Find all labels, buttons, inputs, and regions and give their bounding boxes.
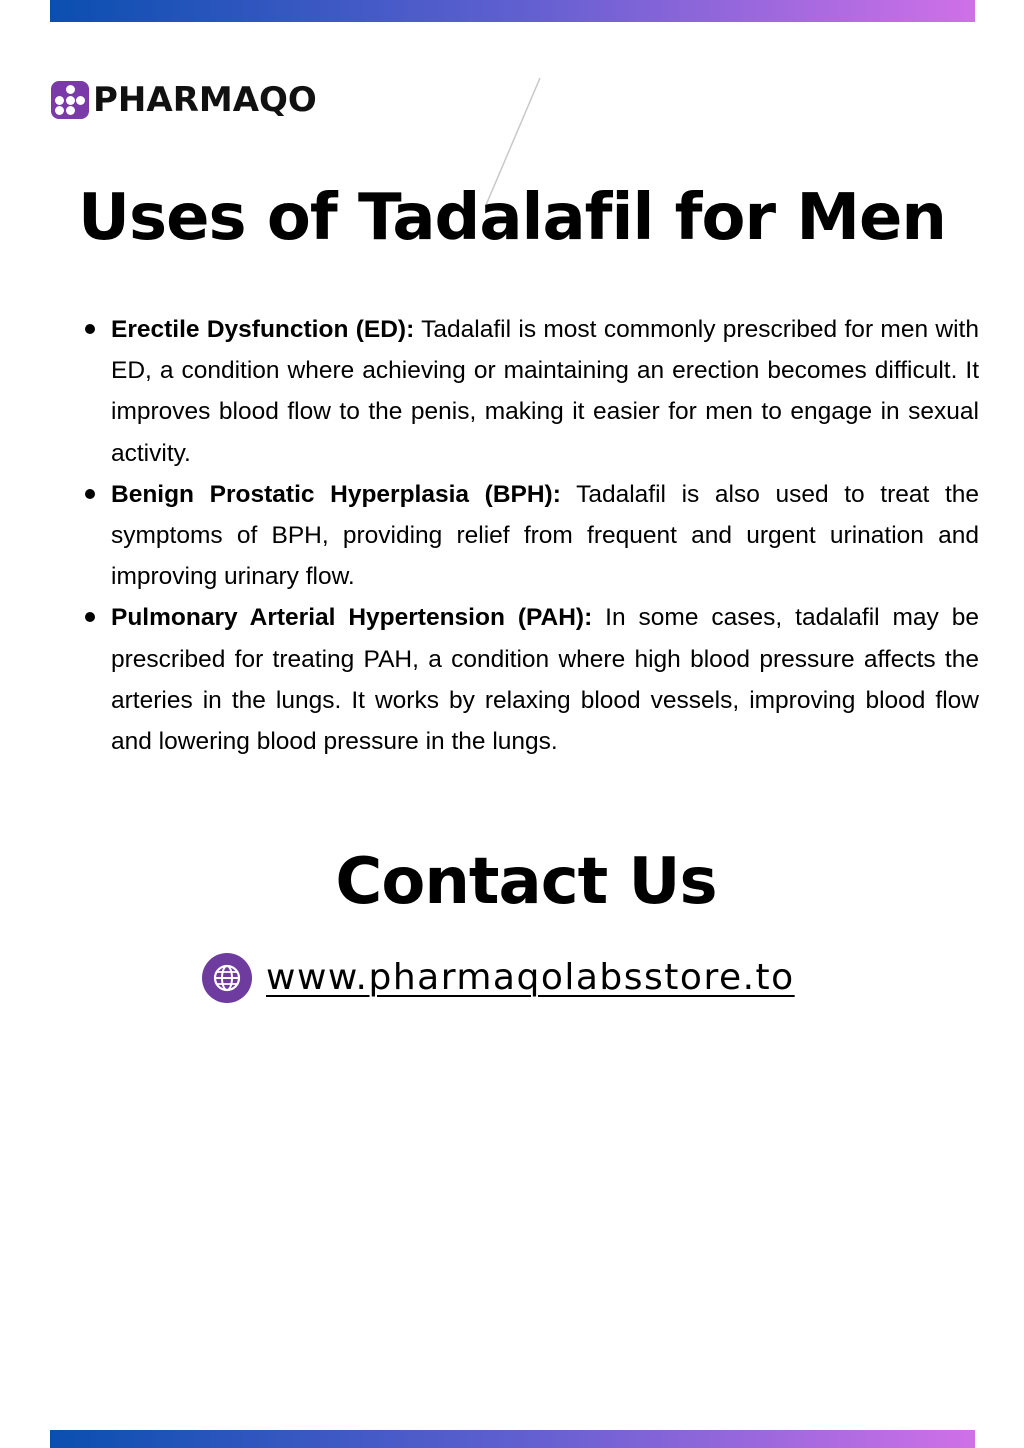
uses-list [80,309,979,762]
use-term: Benign Prostatic Hyperplasia (BPH): [111,480,561,508]
contact-title: Contact Us [335,845,717,919]
list-item [80,309,979,474]
brand-name: PHARMAQO [93,80,317,120]
bullet-icon [85,612,95,622]
page-title: Uses of Tadalafil for Men [78,181,946,255]
list-item [80,597,979,762]
bullet-icon [85,489,95,499]
use-description: Tadalafil is most commonly prescribed for men with ED, a condition where achieving or maintaining an erection becomes difficult. It improves blood flow to the penis, making it easier for men to engage in sexual activity. [111,316,979,467]
use-description: Tadalafil is also used to treat the symptoms of BPH, providing relief from frequent and urgent urination and improving urinary flow. [111,480,980,591]
use-term: Pulmonary Arterial Hypertension (PAH): [111,604,593,632]
list-item [80,474,979,598]
globe-icon [202,953,252,1003]
website-link[interactable]: www.pharmaqolabsstore.to [266,957,795,998]
use-description: In some cases, tadalafil may be prescribed for treating PAH, a condition where high blood pressure affects the arteries in the lungs. It works by relaxing blood vessels, improving blood flow and lowering blood pressure in the lungs. [111,604,979,756]
contact-row [202,953,795,1003]
bottom-gradient-bar [50,1430,975,1448]
use-term: Erectile Dysfunction (ED): [111,316,415,343]
bullet-icon [85,324,95,334]
